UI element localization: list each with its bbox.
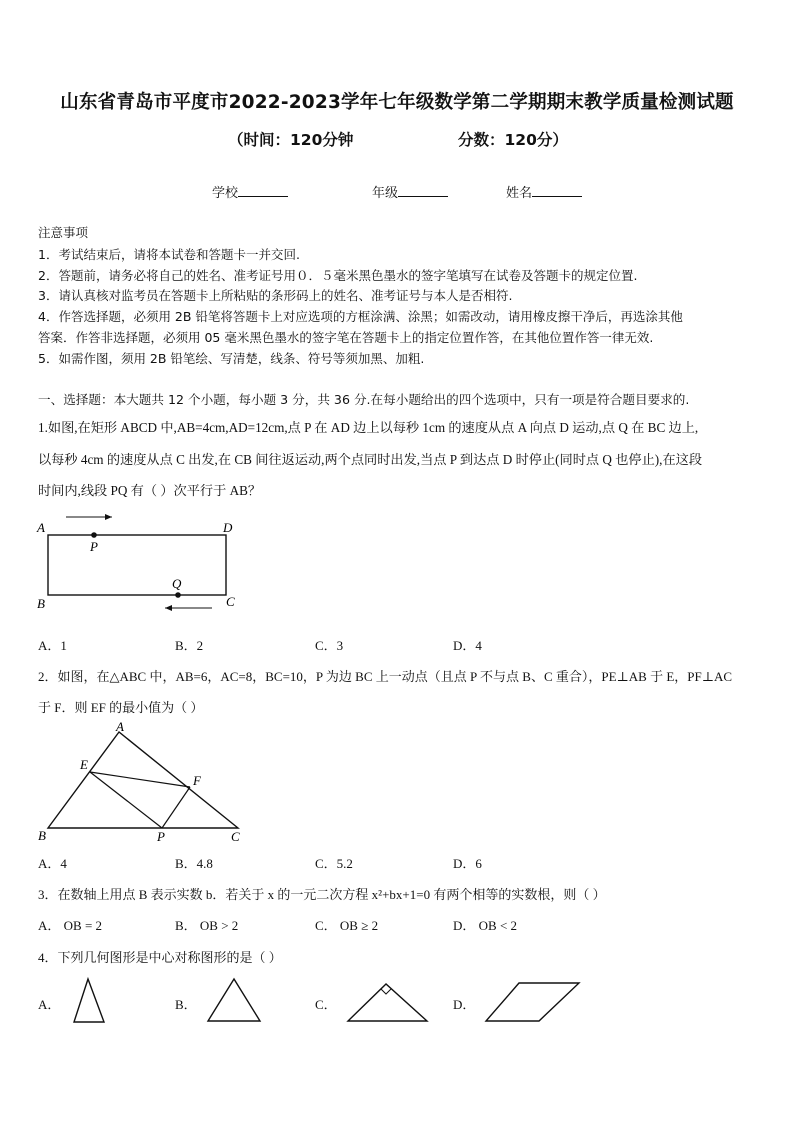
q3-option-d[interactable]: D． OB < 2 (453, 918, 518, 933)
label-e: E (80, 757, 88, 772)
q3-option-c[interactable]: C． OB ≥ 2 (315, 918, 379, 933)
label-p: P (157, 829, 165, 844)
label-f: F (193, 773, 201, 788)
notes-heading: 注意事项 (38, 225, 89, 240)
q4-parallelogram (483, 978, 583, 1026)
note-item: 4．作答选择题，必须用 2B 铅笔将答题卡上对应选项的方框涂满、涂黑；如需改动，请用橡皮擦干净后，再选涂其他 (38, 309, 683, 324)
exam-score: 分数：120分） (458, 131, 568, 149)
label-c: C (231, 829, 240, 844)
segment-ef (90, 772, 190, 787)
right-angle-mark (381, 989, 391, 994)
q1-text-line: 1.如图,在矩形 ABCD 中,AB=4cm,AD=12cm,点 P 在 AD 边上以每秒 1cm 的速度从点 A 向点 D 运动,点 Q 在 BC 边上, (38, 420, 699, 435)
name-field (506, 182, 582, 201)
q4-text: 4．下列几何图形是中心对称图形的是（ ） (38, 950, 282, 965)
point-p (91, 532, 97, 538)
grade-field (372, 182, 448, 201)
q3-option-b[interactable]: B． OB > 2 (175, 918, 239, 933)
label-b: B (37, 596, 45, 611)
point-q (175, 592, 181, 598)
q4-equilateral-triangle (205, 975, 263, 1027)
q4-option-b[interactable]: B． (175, 997, 197, 1012)
school-field (212, 182, 288, 201)
label-c: C (226, 594, 235, 609)
note-item: 2．答题前，请务必将自己的姓名、准考证号用０．５毫米黑色墨水的签字笔填写在试卷及答题卡的规定位置. (38, 268, 638, 283)
q3-text: 3．在数轴上用点 B 表示实数 b．若关于 x 的一元二次方程 x²+bx+1=0 有两个相等的实数根，则（ ） (38, 887, 606, 902)
grade-label: 年级 (372, 186, 399, 201)
exam-time: （时间：120分钟 (228, 131, 354, 149)
q4-option-a[interactable]: A． (38, 997, 61, 1012)
label-a: A (37, 520, 45, 535)
segment-pe (90, 772, 162, 828)
arrow-right-head (105, 514, 112, 520)
q2-text-line: 于 F．则 EF 的最小值为（ ） (38, 700, 204, 715)
q2-option-c[interactable]: C．5.2 (315, 856, 353, 871)
name-label: 姓名 (506, 186, 533, 201)
note-item: 答案．作答非选择题，必须用 05 毫米黑色墨水的签字笔在答题卡上的指定位置作答，在其他位置作答一律无效. (38, 330, 654, 345)
q2-text-line: 2．如图，在△ABC 中，AB=6，AC=8，BC=10，P 为边 BC 上一动点（且点 P 不与点 B、C 重合），PE⊥AB 于 E，PF⊥AC (38, 669, 733, 684)
label-q: Q (172, 576, 182, 591)
note-item: 1．考试结束后，请将本试卷和答题卡一并交回. (38, 247, 300, 262)
school-blank[interactable] (238, 184, 288, 197)
school-label: 学校 (212, 186, 239, 201)
label-p: P (90, 539, 98, 554)
arrow-left-head (165, 605, 172, 611)
note-item: 3．请认真核对监考员在答题卡上所粘贴的条形码上的姓名、准考证号与本人是否相符. (38, 288, 513, 303)
q1-rectangle-figure (30, 505, 260, 620)
segment-pf (162, 787, 190, 828)
grade-blank[interactable] (398, 184, 448, 197)
q2-option-a[interactable]: A．4 (38, 856, 67, 871)
page-title: 山东省青岛市平度市2022-2023学年七年级数学第二学期期末教学质量检测试题 (60, 92, 734, 113)
q1-text-line: 以每秒 4cm 的速度从点 C 出发,在 CB 间往返运动,两个点同时出发,当点 P 到达点 D 时停止(同时点 Q 也停止),在这段 (38, 452, 703, 467)
q4-right-triangle (345, 978, 433, 1026)
q3-option-a[interactable]: A． OB = 2 (38, 918, 103, 933)
q1-option-d[interactable]: D．4 (453, 638, 482, 653)
label-a: A (116, 720, 124, 734)
q1-option-a[interactable]: A．1 (38, 638, 67, 653)
q4-option-c[interactable]: C． (315, 997, 337, 1012)
note-item: 5．如需作图，须用 2B 铅笔绘、写清楚，线条、符号等须加黑、加粗. (38, 351, 425, 366)
q1-text-line: 时间内,线段 PQ 有（ ）次平行于 AB？ (38, 483, 262, 498)
q2-option-d[interactable]: D．6 (453, 856, 482, 871)
q4-option-d[interactable]: D． (453, 997, 476, 1012)
label-d: D (223, 520, 233, 535)
rectangle-abcd (48, 535, 226, 595)
label-b: B (38, 828, 46, 843)
q2-triangle-figure (30, 720, 250, 845)
section-heading: 一、选择题：本大题共 12 个小题，每小题 3 分，共 36 分.在每小题给出的四个选项中，只有一项是符合题目要求的. (38, 392, 690, 407)
name-blank[interactable] (532, 184, 582, 197)
q4-isosceles-triangle (70, 975, 110, 1027)
q2-option-b[interactable]: B．4.8 (175, 856, 213, 871)
q1-option-b[interactable]: B．2 (175, 638, 204, 653)
q1-option-c[interactable]: C．3 (315, 638, 344, 653)
